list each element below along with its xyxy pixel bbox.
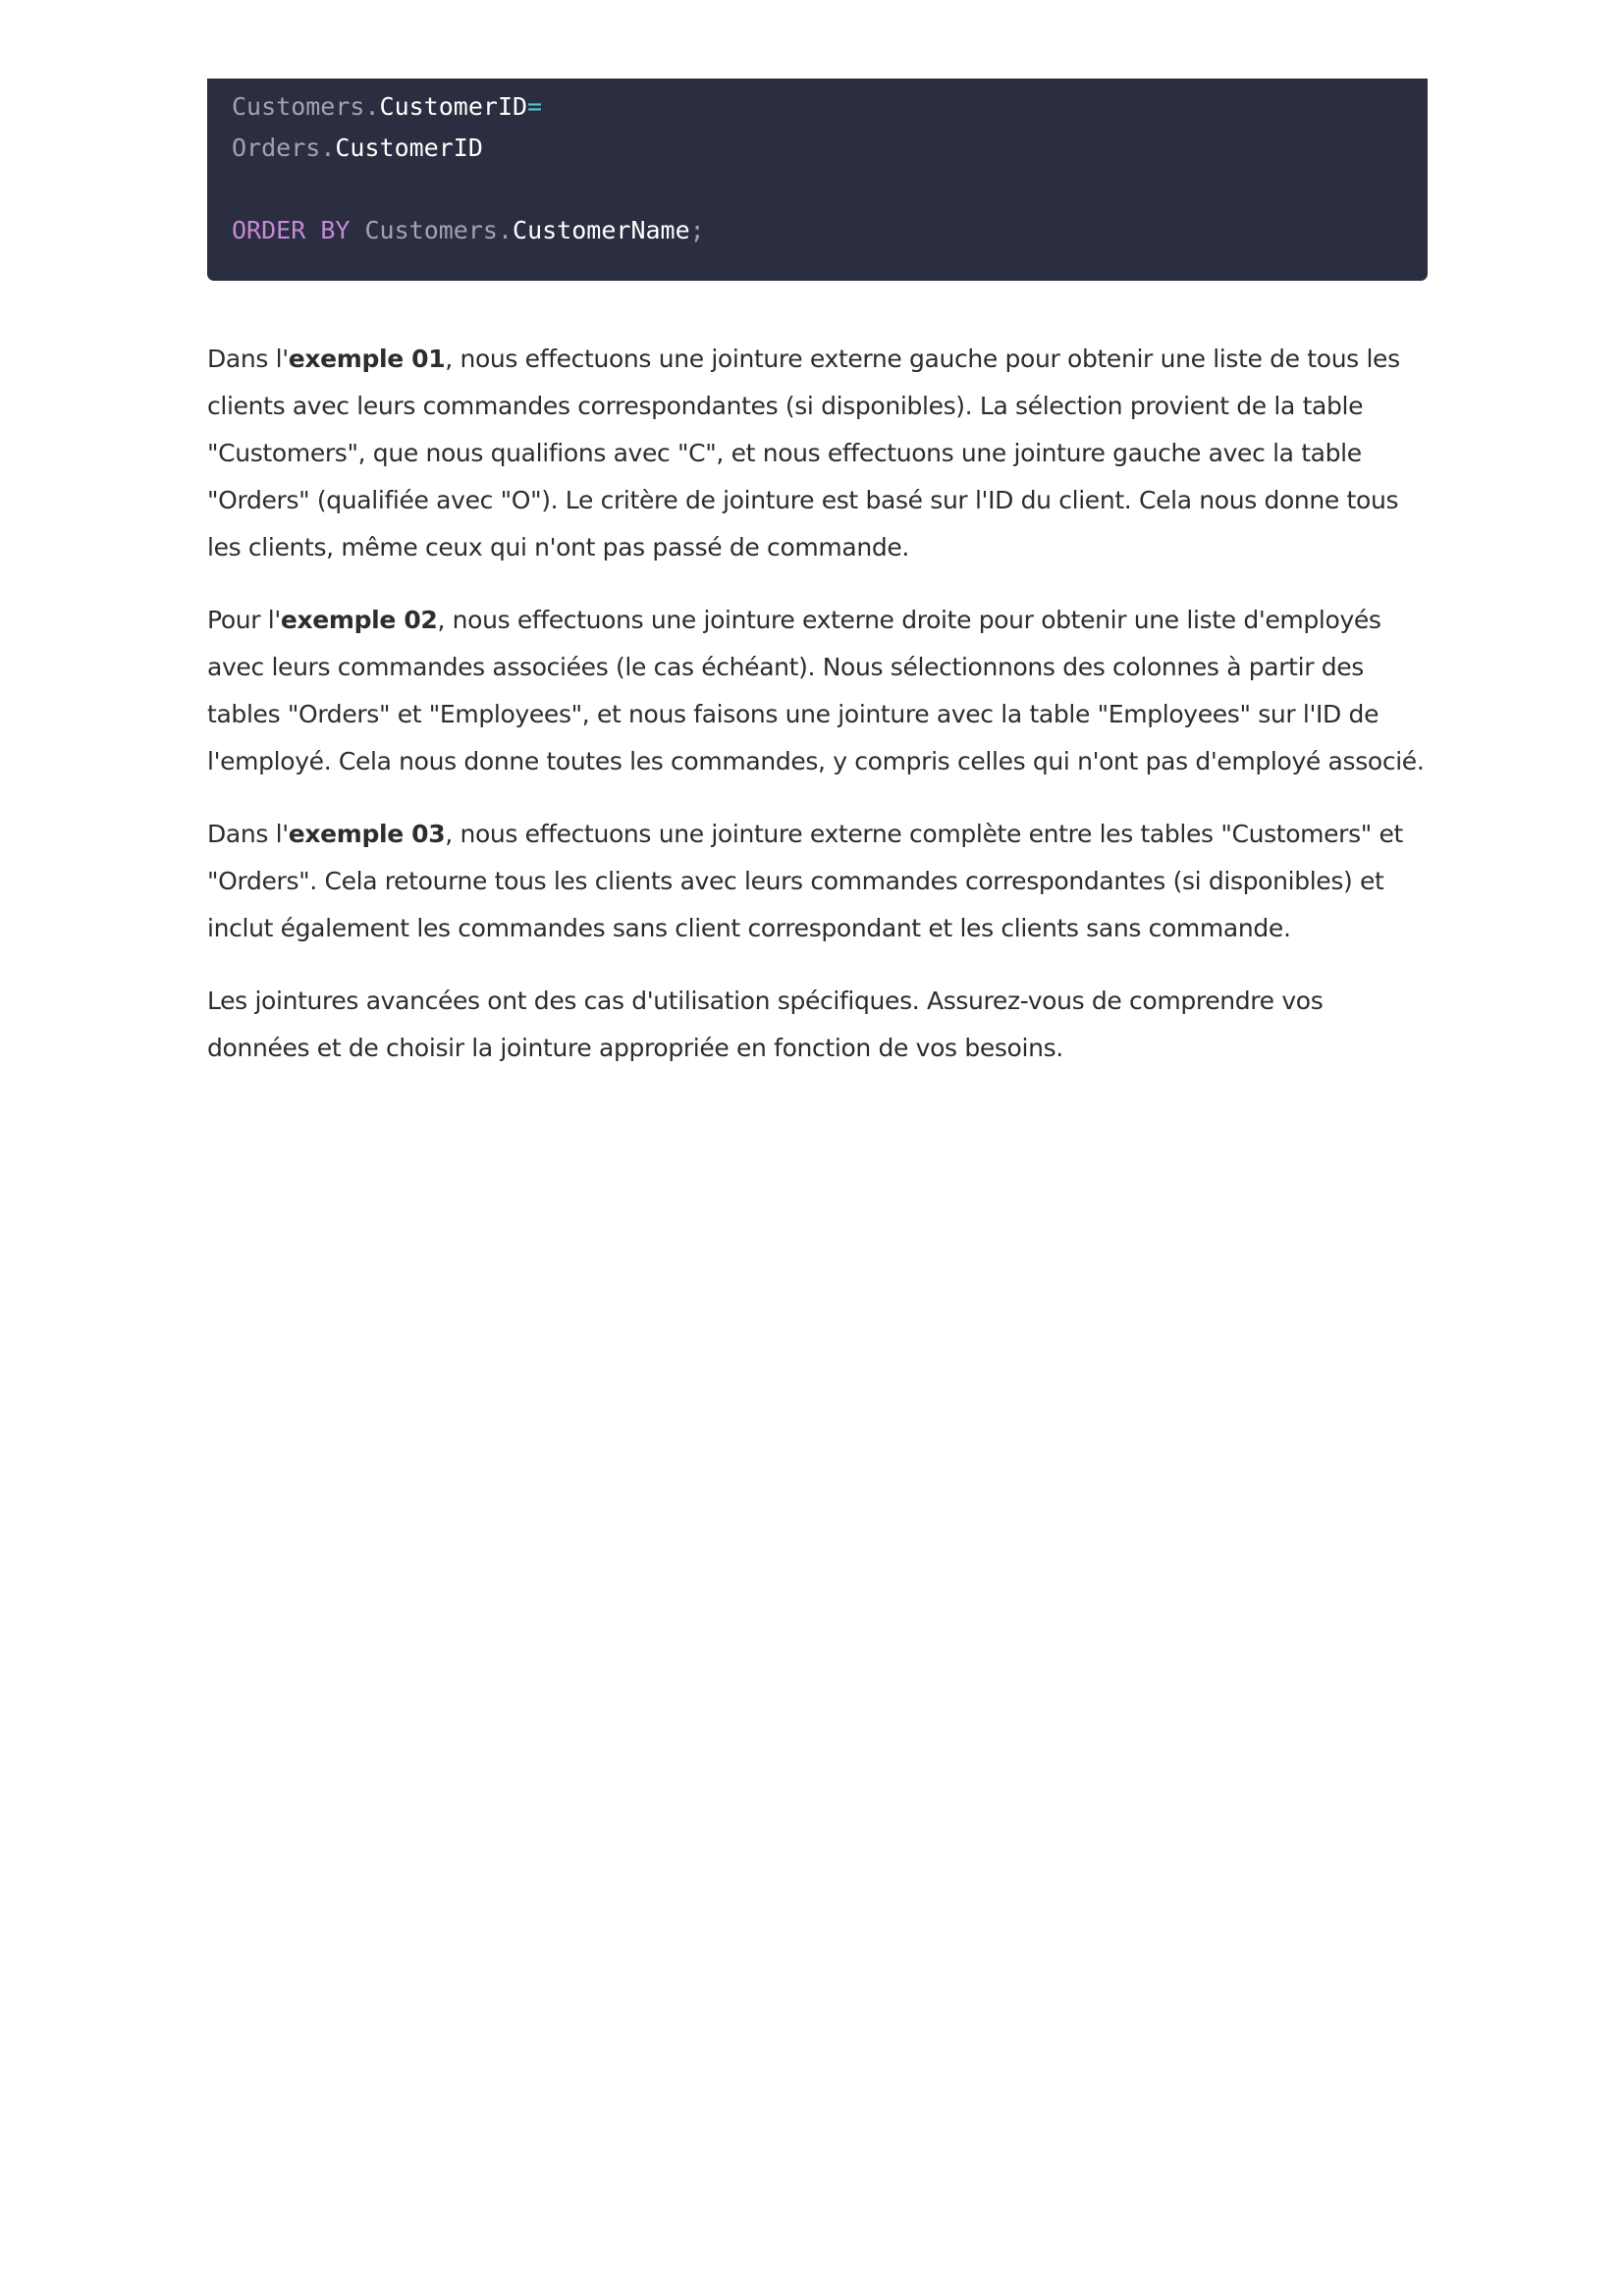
paragraph-lead: Dans l': [207, 820, 289, 848]
code-keyword: ORDER: [232, 216, 306, 244]
code-table-name: Customers: [232, 92, 365, 121]
document-page: [207, 79, 1428, 1097]
paragraph-example-02: [207, 597, 1428, 785]
paragraph-example-03: [207, 811, 1428, 952]
code-line: [232, 210, 1404, 251]
paragraph-lead: Dans l': [207, 345, 289, 373]
code-operator: =: [527, 92, 543, 121]
code-dot: .: [320, 133, 336, 162]
paragraph-conclusion: Les jointures avancées ont des cas d'utilisation spécifiques. Assurez-vous de comprendre vos données et de choisir la jointure appropriée en fonction de vos besoins.: [207, 987, 1324, 1062]
code-dot: .: [497, 216, 514, 244]
code-block: [207, 79, 1428, 281]
code-column-name: CustomerID: [379, 92, 528, 121]
paragraph-body: , nous effectuons une jointure externe gauche pour obtenir une liste de tous les clients avec leurs commandes correspondantes (si disponibles). La sélection provient de la table "Customers", que nous qualifions avec "C", et nous effectuons une jointure gauche avec la table "Orders" (qualifiée avec "O"). Le critère de jointure est basé sur l'ID du client. Cela nous donne tous les clients, même ceux qui n'ont pas passé de commande.: [207, 345, 1400, 561]
paragraph-body: , nous effectuons une jointure externe complète entre les tables "Customers" et "Orders". Cela retourne tous les clients avec leurs commandes correspondantes (si disponibles) et inclut également les commandes sans client correspondant et les clients sans commande.: [207, 820, 1404, 942]
paragraph-bold-term: exemple 01: [288, 345, 446, 373]
code-line: [232, 86, 1404, 128]
code-line: [232, 128, 1404, 169]
code-semicolon: ;: [689, 216, 705, 244]
paragraph-lead: Pour l': [207, 606, 281, 634]
paragraph-example-01: [207, 336, 1428, 571]
code-dot: .: [364, 92, 380, 121]
explanation-text: [207, 336, 1428, 1072]
code-blank-line: [232, 169, 1404, 210]
code-column-name: CustomerName: [513, 216, 690, 244]
paragraph-body: , nous effectuons une jointure externe droite pour obtenir une liste d'employés avec leurs commandes associées (le cas échéant). Nous sélectionnons des colonnes à partir des tables "Orders" et "Employees", et nous faisons une jointure avec la table "Employees" sur l'ID de l'employé. Cela nous donne toutes les commandes, y compris celles qui n'ont pas d'employé associé.: [207, 606, 1425, 775]
code-table-name: Customers: [364, 216, 498, 244]
code-column-name: CustomerID: [335, 133, 483, 162]
paragraph-bold-term: exemple 03: [288, 820, 446, 848]
code-table-name: Orders: [232, 133, 321, 162]
code-keyword: BY: [320, 216, 351, 244]
paragraph-bold-term: exemple 02: [280, 606, 438, 634]
